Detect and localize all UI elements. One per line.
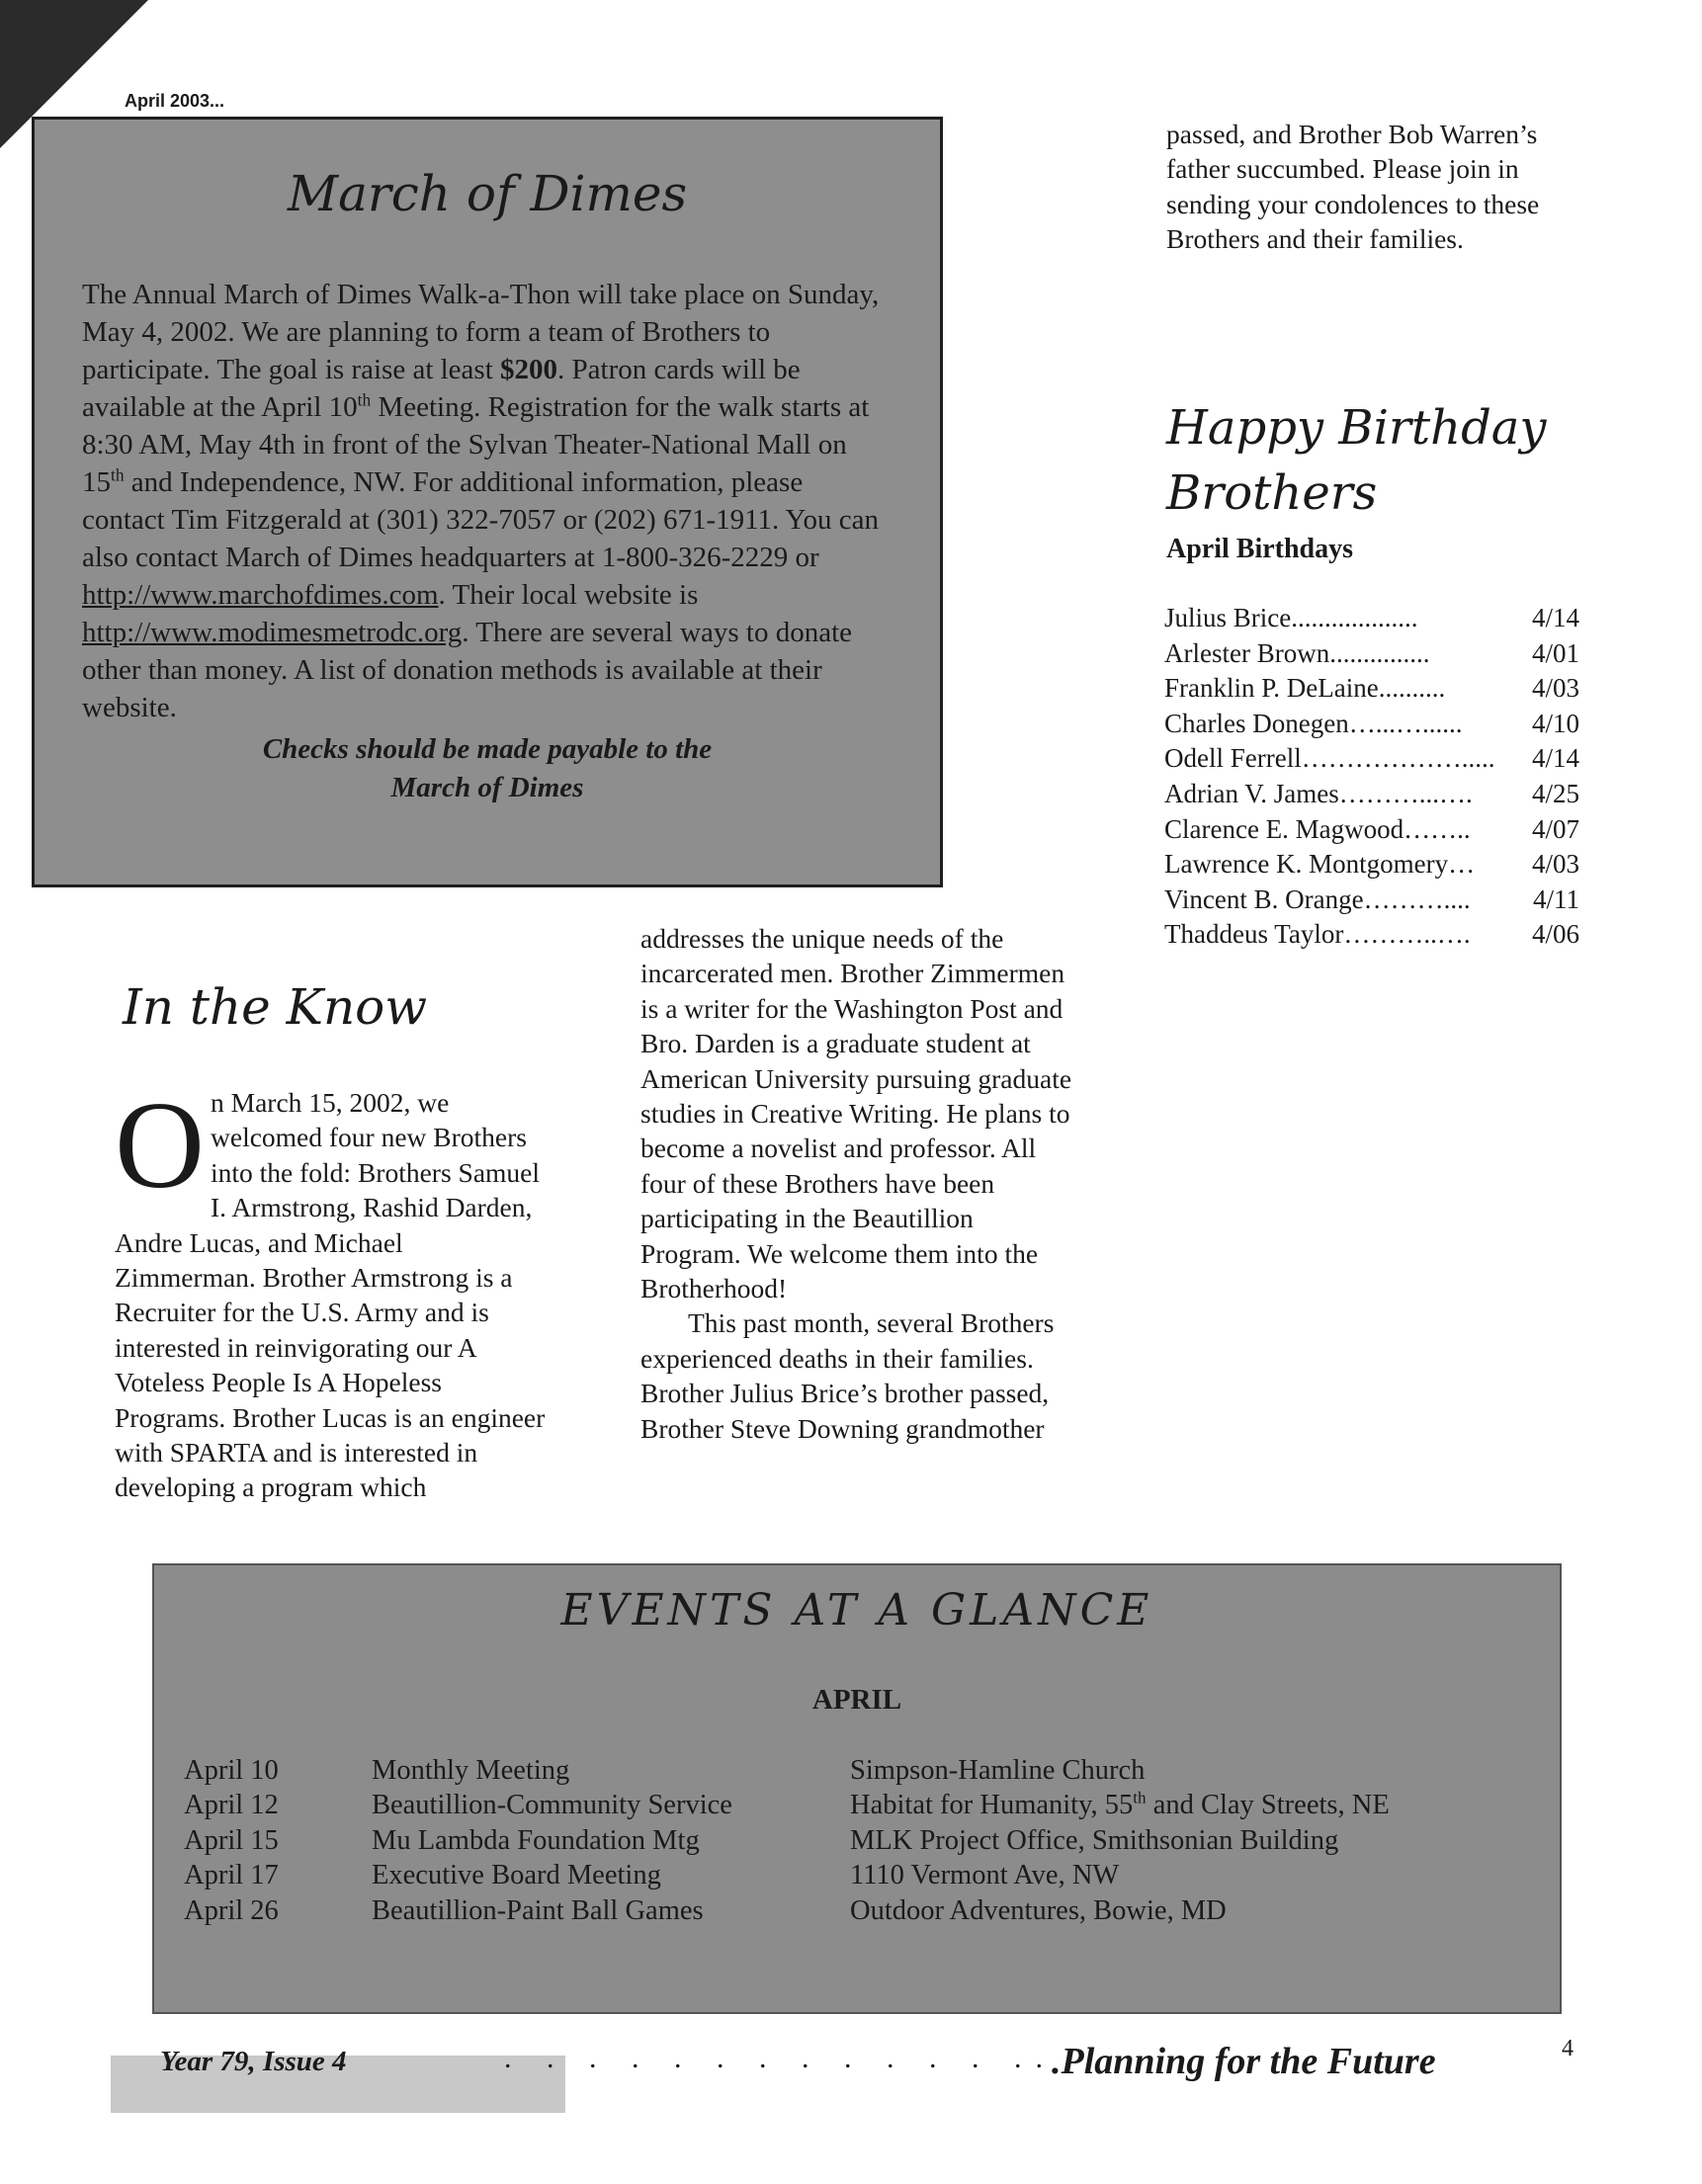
brother-name: Julius Brice. — [1164, 603, 1298, 632]
leader-dots: ……….... — [1363, 883, 1471, 914]
event-location — [850, 1858, 1390, 1892]
location-text: 1110 Vermont Ave, NW — [850, 1860, 1120, 1891]
location-text: MLK Project Office, Smithsonian Building — [850, 1824, 1339, 1856]
event-row — [184, 1823, 1390, 1858]
leader-dots: .................. — [1298, 603, 1418, 632]
birthday-title-line: Happy Birthday — [1166, 400, 1547, 456]
checks-payable-note — [82, 730, 893, 807]
event-row — [184, 1858, 1390, 1892]
birthday-date: 4/14 — [1531, 603, 1579, 632]
birthday-row — [1164, 741, 1579, 777]
local-website-link[interactable]: http://www.modimesmetrodc.org — [82, 617, 463, 648]
event-name: Beautillion-Paint Ball Games — [372, 1894, 704, 1926]
text-segment: Meeting. Registration for the walk starts at 8:30 AM, May 4th in front of the Sylvan Theater-National Mall on 15 — [82, 391, 870, 498]
event-location — [850, 1753, 1390, 1788]
brother-name: Vincent B. Orange — [1164, 883, 1364, 914]
event-date: April 10 — [184, 1755, 279, 1786]
birthday-date: 4/01 — [1531, 637, 1579, 668]
birthday-date: 4/14 — [1531, 743, 1579, 774]
issue-date: April 2003... — [125, 91, 225, 111]
event-date: April 15 — [184, 1824, 279, 1856]
birthday-date: 4/03 — [1531, 849, 1579, 880]
text-segment: . There are several ways to donate other than money. A list of donation methods is available at their website. — [82, 617, 853, 723]
events-month: APRIL — [811, 1684, 902, 1716]
leader-dots: … — [1448, 849, 1476, 880]
location-text: Habitat for Humanity, 55 — [850, 1790, 1134, 1821]
footer-leader-dots: . . . . . . . . . . . . .. — [504, 2042, 1057, 2074]
text-segment: and Independence, NW. For additional information, please contact Tim Fitzgerald at (301) 322-7057 or (202) 671-1911. You can also contact March of Dimes headquarters at 1-800-326-2229 or — [82, 466, 879, 573]
event-date: April 17 — [184, 1860, 279, 1891]
location-text: Outdoor Adventures, Bowie, MD — [850, 1894, 1227, 1926]
leader-dots: ............... — [1329, 637, 1430, 668]
birthday-date: 4/25 — [1531, 778, 1579, 808]
march-of-dimes-title: March of Dimes — [287, 165, 688, 222]
brother-name: Odell Ferrell — [1164, 743, 1302, 774]
leader-dots: ………...…. — [1338, 778, 1473, 808]
event-row — [184, 1753, 1390, 1788]
event-name: Mu Lambda Foundation Mtg — [372, 1824, 700, 1856]
march-of-dimes-body — [82, 276, 893, 726]
birthday-row — [1164, 601, 1579, 636]
birthday-row — [1164, 636, 1579, 672]
birthday-title-line: Brothers — [1166, 465, 1378, 521]
location-text: Simpson-Hamline Church — [850, 1755, 1146, 1786]
condolences-continuation — [1166, 117, 1601, 257]
brother-name: Franklin P. DeLaine — [1164, 673, 1379, 704]
text-segment: . Patron cards will be available at the April 10 — [82, 354, 801, 423]
note-line: March of Dimes — [390, 772, 584, 803]
birthday-row — [1164, 707, 1579, 742]
event-location — [850, 1788, 1390, 1822]
birthday-row — [1164, 847, 1579, 882]
march-of-dimes-link[interactable]: http://www.marchofdimes.com — [82, 579, 439, 611]
in-the-know-column-2 — [640, 921, 1075, 1446]
brother-name: Arlester Brown — [1164, 637, 1330, 668]
in-the-know-column — [115, 1077, 550, 1505]
birthday-row — [1164, 777, 1579, 812]
brother-name: Thaddeus Taylor — [1164, 919, 1344, 950]
events-title: EVENTS AT A GLANCE — [560, 1585, 1153, 1636]
march-of-dimes-paragraph — [82, 276, 893, 726]
events-box — [152, 1563, 1562, 2014]
note-line: Checks should be made payable to the — [262, 733, 713, 765]
event-name: Executive Board Meeting — [372, 1860, 661, 1891]
event-location — [850, 1893, 1390, 1928]
brother-name: Clarence E. Magwood — [1164, 813, 1404, 844]
birthday-date: 4/11 — [1533, 883, 1579, 914]
in-the-know-title: In the Know — [123, 978, 428, 1036]
event-name: Monthly Meeting — [372, 1755, 570, 1786]
birthday-list — [1164, 601, 1579, 953]
drop-cap: O — [115, 1077, 205, 1215]
event-row — [184, 1893, 1390, 1928]
events-table — [184, 1753, 1390, 1928]
ordinal-suffix: th — [1133, 1788, 1147, 1807]
event-row — [184, 1788, 1390, 1822]
footer-tagline: .Planning for the Future — [1052, 2041, 1436, 2082]
event-date: April 12 — [184, 1790, 279, 1821]
leader-dots: …...…...... — [1348, 708, 1463, 738]
event-location — [850, 1823, 1390, 1858]
birthday-date: 4/06 — [1531, 919, 1579, 950]
leader-dots: .......... — [1378, 673, 1446, 704]
condolences-text: passed, and Brother Bob Warren’s father succumbed. Please join in sending your condolences to these Brothers and their families. — [1166, 119, 1540, 255]
condolences-text: This past month, several Brothers experienced deaths in their families. Brother Julius Brice’s brother passed, Brother Steve Downing grandmother — [640, 1307, 1055, 1444]
birthday-title — [1166, 395, 1547, 526]
event-date: April 26 — [184, 1894, 279, 1926]
birthday-date: 4/10 — [1531, 708, 1579, 738]
text-segment: . Their local website is — [438, 579, 699, 611]
ordinal-suffix: th — [111, 464, 125, 485]
event-name: Beautillion-Community Service — [372, 1790, 732, 1821]
birthday-row — [1164, 917, 1579, 953]
leader-dots: …….. — [1404, 813, 1471, 844]
march-of-dimes-box — [32, 117, 943, 887]
text-segment: The Annual March of Dimes Walk-a-Thon will take place on Sunday, May 4, 2002. We are planning to form a team of Brothers to participate. The goal is raise at least — [82, 279, 880, 385]
new-brothers-text: n March 15, 2002, we welcomed four new Brothers into the fold: Brothers Samuel I. Armstrong, Rashid Darden, Andre Lucas, and Michael Zimmerman. Brother Armstrong is a Recruiter for the U.S. Army and is interested in reinvigorating our A Voteless People Is A Hopeless Programs. Brother Lucas is an engineer with SPARTA and is interested in developing a program which — [115, 1087, 546, 1503]
goal-amount: $200 — [500, 354, 558, 385]
new-brothers-text-continued: addresses the unique needs of the incarcerated men. Brother Zimmermen is a writer for the Washington Post and Bro. Darden is a graduate student at American University pursuing graduate studies in Creative Writing. He plans to become a novelist and professor. All four of these Brothers have been participating in the Beautillion Program. We welcome them into the Brotherhood! — [640, 923, 1072, 1304]
in-the-know-paragraph — [115, 1077, 550, 1505]
brother-name: Lawrence K. Montgomery — [1164, 849, 1449, 880]
birthday-row — [1164, 671, 1579, 707]
birthday-row — [1164, 882, 1579, 918]
birthday-row — [1164, 812, 1579, 848]
birthday-subtitle: April Birthdays — [1166, 534, 1354, 564]
brother-name: Adrian V. James — [1164, 778, 1339, 808]
page-number: 4 — [1562, 2036, 1574, 2061]
brother-name: Charles Donegen — [1164, 708, 1349, 738]
leader-dots: ………………..... — [1301, 743, 1495, 774]
leader-dots: ………..…. — [1343, 919, 1471, 950]
ordinal-suffix: th — [357, 389, 372, 410]
birthday-date: 4/03 — [1531, 673, 1579, 704]
location-text: and Clay Streets, NE — [1146, 1790, 1390, 1821]
birthday-date: 4/07 — [1531, 813, 1579, 844]
footer-issue: Year 79, Issue 4 — [160, 2046, 347, 2077]
